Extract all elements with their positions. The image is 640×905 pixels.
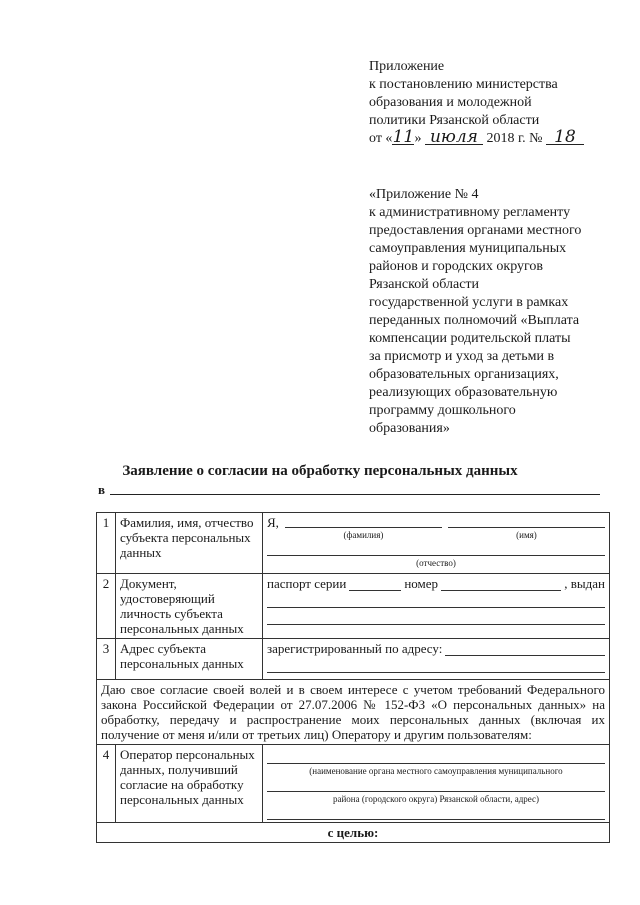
date-year: 2018 г. № — [486, 131, 543, 146]
appendix4-line: переданных полномочий «Выплата — [369, 313, 580, 328]
series-label: паспорт серии — [267, 576, 347, 591]
address-label: зарегистрированный по адресу: — [267, 641, 443, 656]
fio-cell — [263, 513, 610, 574]
row-label: Документ, удостоверяющий личность субъекта персональных данных — [116, 574, 263, 639]
address-field[interactable] — [445, 643, 605, 656]
table-row — [97, 680, 610, 745]
consent-form-table — [96, 512, 610, 843]
operator-cell — [263, 745, 610, 823]
date-day: 11 — [392, 127, 415, 147]
appendix4-line: «Приложение № 4 — [369, 187, 479, 202]
purpose-heading: с целью: — [97, 823, 610, 843]
row-number: 4 — [97, 745, 116, 823]
form-title: Заявление о согласии на обработку персональных данных — [122, 463, 518, 479]
address-cell — [263, 639, 610, 680]
hint-patronymic: (отчество) — [416, 558, 456, 568]
ya-label: Я, — [267, 515, 279, 530]
surname-field[interactable] — [285, 515, 442, 543]
appendix-block — [369, 58, 584, 148]
name-field[interactable] — [448, 515, 605, 543]
decree-number: 18 — [546, 130, 584, 145]
row-number: 1 — [97, 513, 116, 574]
date-prefix: от « — [369, 131, 393, 146]
appendix4-line: Рязанской области — [369, 277, 480, 292]
number-field[interactable] — [441, 578, 561, 591]
hint-name: (имя) — [516, 530, 537, 540]
address-field-2[interactable] — [267, 660, 605, 673]
date-quote: » — [414, 131, 422, 146]
hint-surname: (фамилия) — [343, 530, 384, 540]
appendix4-line: к административному регламенту — [369, 205, 571, 220]
issued-by-field-2[interactable] — [267, 612, 605, 625]
issued-by-field[interactable] — [267, 595, 605, 608]
series-field[interactable] — [349, 578, 401, 591]
row-label: Адрес субъекта персональных данных — [116, 639, 263, 680]
appendix-line: политики Рязанской области — [369, 113, 540, 128]
table-row — [97, 823, 610, 843]
document-cell — [263, 574, 610, 639]
operator-hint-2: района (городского округа) Рязанской области, адрес) — [333, 794, 539, 804]
table-row — [97, 745, 610, 823]
appendix-line: к постановлению министерства — [369, 77, 558, 92]
table-row — [97, 639, 610, 680]
appendix4-block — [369, 186, 609, 438]
appendix4-line: за присмотр и уход за детьми в — [369, 349, 555, 364]
appendix4-line: образовательных организациях, — [369, 367, 559, 382]
appendix4-line: программу дошкольного — [369, 403, 516, 418]
row-number: 3 — [97, 639, 116, 680]
appendix4-line: компенсации родительской платы — [369, 331, 571, 346]
appendix-date-line — [369, 127, 584, 148]
appendix4-line: районов и городских округов — [369, 259, 544, 274]
date-month: июля — [425, 130, 483, 145]
appendix-line: образования и молодежной — [369, 95, 532, 110]
operator-hint-1: (наименование органа местного самоуправления муниципального — [309, 766, 563, 776]
patronymic-field[interactable] — [267, 543, 605, 571]
operator-field[interactable] — [267, 751, 605, 764]
consent-text: Даю свое согласие своей волей и в своем интересе с учетом требований Федерального закона Российской Федерации от 27.07.2006 № 152-ФЗ «О персональных данных» на обработку, передачу и распространение моих персональных данных (включая их получение от меня и/или от третьих лиц) Оператору и другим пользователям: — [97, 680, 610, 745]
appendix4-line: государственной услуги в рамках — [369, 295, 569, 310]
operator-field-2[interactable] — [267, 779, 605, 792]
table-row — [97, 513, 610, 574]
appendix4-line: образования» — [369, 421, 450, 436]
recipient-field[interactable] — [110, 494, 600, 495]
appendix4-line: реализующих образовательную — [369, 385, 558, 400]
row-label: Оператор персональных данных, получивший согласие на обработку персональных данных — [116, 745, 263, 823]
number-label: номер — [404, 576, 439, 591]
operator-field-3[interactable] — [267, 807, 605, 820]
appendix4-line: самоуправления муниципальных — [369, 241, 567, 256]
issued-label: , выдан — [564, 576, 605, 591]
appendix4-line: предоставления органами местного — [369, 223, 582, 238]
to-prefix: в — [98, 482, 106, 497]
row-label: Фамилия, имя, отчество субъекта персональных данных — [116, 513, 263, 574]
table-row — [97, 574, 610, 639]
row-number: 2 — [97, 574, 116, 639]
appendix-line: Приложение — [369, 59, 445, 74]
